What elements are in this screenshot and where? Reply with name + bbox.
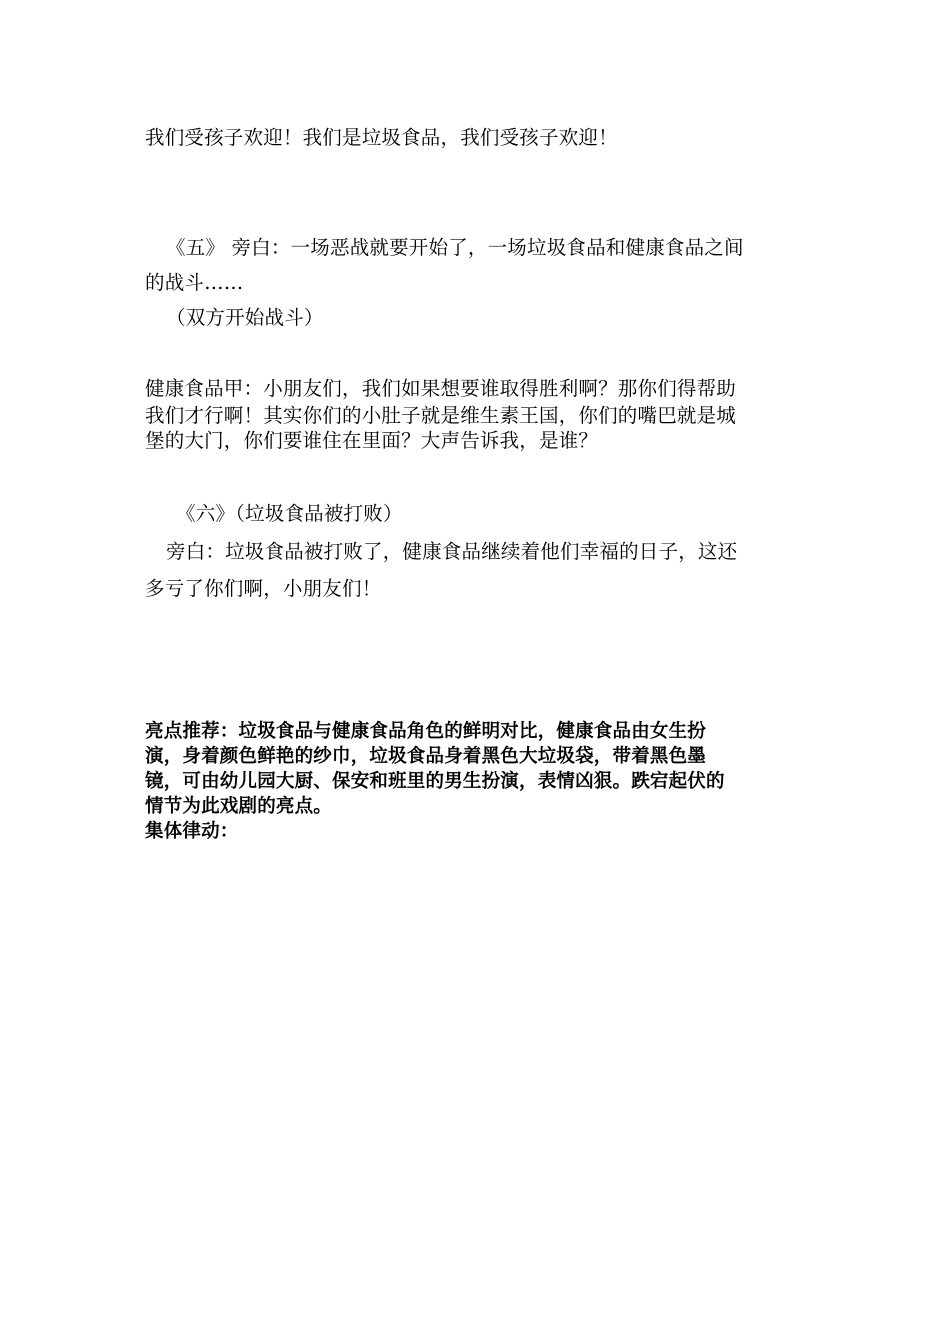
paragraph-healthy-food-a-line3: 堡的大门，你们要谁住在里面？大声告诉我，是谁？: [145, 429, 599, 452]
paragraph-scene-five-narration-cont: 的战斗……: [145, 271, 244, 294]
paragraph-healthy-food-a-line1: 健康食品甲：小朋友们，我们如果想要谁取得胜利啊？那你们得帮助: [145, 377, 737, 400]
paragraph-scene-six-title: 《六》（垃圾食品被打败）: [176, 502, 403, 525]
paragraph-scene-six-narration-cont: 多亏了你们啊，小朋友们！: [145, 577, 382, 600]
stage-direction-battle: （双方开始战斗）: [166, 306, 324, 329]
paragraph-healthy-food-a-line2: 我们才行啊！其实你们的小肚子就是维生素王国，你们的嘴巴就是城: [145, 404, 737, 427]
paragraph-chant: 我们受孩子欢迎！我们是垃圾食品，我们受孩子欢迎！: [145, 126, 618, 149]
highlight-recommendation-line4: 情节为此戏剧的亮点。: [145, 796, 333, 817]
paragraph-scene-six-narration: 旁白：垃圾食品被打败了，健康食品继续着他们幸福的日子，这还: [166, 540, 738, 563]
highlight-recommendation-line1: 亮点推荐：垃圾食品与健康食品角色的鲜明对比，健康食品由女生扮: [145, 721, 707, 742]
highlight-recommendation-line2: 演，身着颜色鲜艳的纱巾，垃圾食品身着黑色大垃圾袋，带着黑色墨: [145, 746, 707, 767]
highlight-recommendation-line3: 镜，可由幼儿园大厨、保安和班里的男生扮演，表情凶狠。跌宕起伏的: [145, 771, 725, 792]
paragraph-scene-five-narration: 《五》 旁白：一场恶战就要开始了，一场垃圾食品和健康食品之间: [166, 236, 744, 259]
collective-rhythm-heading: 集体律动：: [145, 821, 239, 842]
